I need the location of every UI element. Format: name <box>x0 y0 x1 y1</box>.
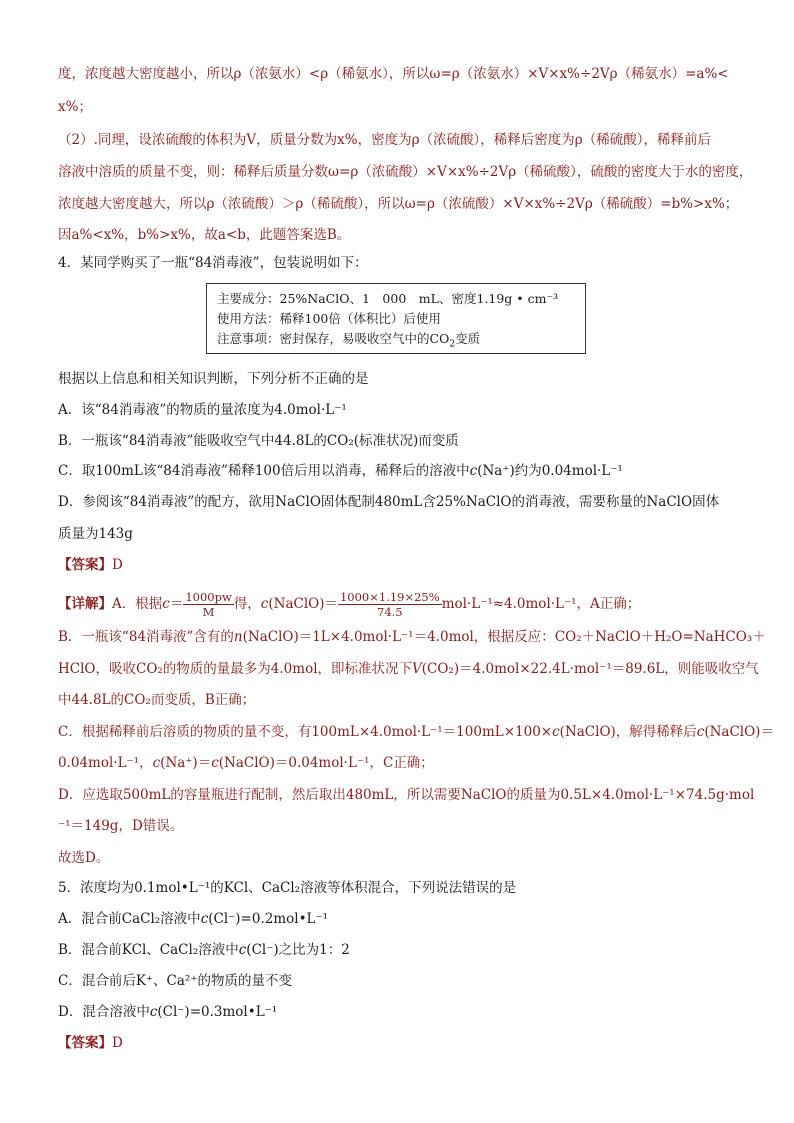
q5-option-b <box>58 940 350 960</box>
q5-option-d-tail: (Cl⁻)=0.3mol•L⁻¹ <box>157 1004 278 1020</box>
box-line-usage: 使用方法：稀释100倍（体积比）后使用 <box>217 311 441 326</box>
q4-option-c <box>58 461 623 481</box>
q4-option-c-text: C．取100mL该“84消毒液”稀释100倍后用以消毒，稀释后的溶液中 <box>58 463 470 479</box>
fraction-denominator: M <box>202 605 215 619</box>
box-line-caution <box>217 329 480 349</box>
fraction-denominator: 74.5 <box>377 605 403 619</box>
q4-detail-d-line-2: ⁻¹＝149g，D错误。 <box>58 818 184 834</box>
q5-answer <box>58 1033 123 1053</box>
prev-explanation-line-4: 溶液中溶质的质量不变，则：稀释后质量分数ω=ρ（浓硫酸）×V×x%÷2Vρ（稀硫酸），硫酸的密度大于水的密度， <box>58 164 753 180</box>
symbol-c: c <box>149 1004 158 1020</box>
answer-value: D <box>112 1035 123 1051</box>
prev-explanation-line-5: 浓度越大密度越大，所以ρ（浓硫酸）＞ρ（稀硫酸），所以ω=ρ（浓硫酸）×V×x%÷2Vρ（稀硫酸）=b%>x%； <box>58 196 739 212</box>
q5-option-c: C．混合前后K⁺、Ca²⁺的物质的量不变 <box>58 973 292 989</box>
q4-detail-b-line-1 <box>58 627 766 647</box>
q4-option-c-tail: (Na⁺)约为0.04mol·L⁻¹ <box>477 463 623 479</box>
q4-option-a: A．该“84消毒液”的物质的量浓度为4.0mol·L⁻¹ <box>58 402 347 418</box>
symbol-c: c <box>200 911 209 927</box>
detail-a-text-2: 得， <box>233 596 261 612</box>
box-caution-text: 注意事项：密封保存，易吸收空气中的CO <box>217 331 450 346</box>
prev-explanation-line-2: x%； <box>58 99 92 115</box>
prev-explanation-line-1: 度，浓度越大密度越小，所以ρ（浓氨水）<ρ（稀氨水），所以ω=ρ（浓氨水）×V×x%÷2Vρ（稀氨水）=a%< <box>58 66 729 82</box>
detail-c-text-4: 0.04mol·L⁻¹， <box>58 755 153 771</box>
symbol-c: c <box>552 724 560 740</box>
detail-a-text: A．根据 <box>112 596 163 612</box>
box-caution-text-end: 变质 <box>455 331 481 346</box>
fraction-numerator: 1000pw <box>185 590 232 604</box>
formula-fraction <box>183 590 233 619</box>
q4-detail-c-line-1 <box>58 722 774 742</box>
detail-c-text-6: (NaClO)＝0.04mol·L⁻¹，C正确； <box>218 755 434 771</box>
symbol-c: c <box>260 596 269 612</box>
detail-c-text: C．根据稀释前后溶质的物质的量不变，有100mL×4.0mol·L⁻¹＝100mL×100× <box>58 724 553 740</box>
q5-option-d <box>58 1002 277 1022</box>
q4-detail-b-line-3: 中44.8L的CO₂而变质，B正确； <box>58 692 256 708</box>
q4-detail-d-line-1: D．应选取500mL的容量瓶进行配制，然后取出480mL，所以需要NaClO的质量为0.5L×4.0mol·L⁻¹×74.5g·mol <box>58 787 755 803</box>
prev-explanation-line-3: （2）.同理，设浓硫酸的体积为V，质量分数为x%，密度为ρ（浓硫酸），稀释后密度为ρ（稀硫酸），稀释前后 <box>58 132 711 148</box>
q4-option-d-line-2: 质量为143g <box>58 526 133 542</box>
prev-explanation-line-6: 因a%<x%，b%>x%，故a<b，此题答案选B。 <box>58 227 351 243</box>
detail-b-text-3: HClO，吸收CO₂的物质的量最多为4.0mol，即标准状况下 <box>58 661 413 677</box>
q5-stem: 5．浓度均为0.1mol•L⁻¹的KCl、CaCl₂溶液等体积混合，下列说法错误的是 <box>58 880 517 896</box>
detail-a-text-4: mol·L⁻¹≈4.0mol·L⁻¹，A正确； <box>441 596 641 612</box>
q4-answer <box>58 555 123 575</box>
symbol-c: c <box>238 942 247 958</box>
detail-a-text-3: (NaClO)＝ <box>268 596 338 612</box>
q4-option-b: B．一瓶该“84消毒液”能吸收空气中44.8L的CO₂(标准状况)而变质 <box>58 433 459 449</box>
q5-option-a-text: A．混合前CaCl₂溶液中 <box>58 911 201 927</box>
detail-c-text-3: (NaClO)＝ <box>704 724 774 740</box>
detail-c-text-2: (NaClO)，解得稀释后 <box>559 724 697 740</box>
symbol-c: c <box>469 463 478 479</box>
symbol-n: n <box>233 629 243 645</box>
answer-tag: 【答案】 <box>58 557 112 573</box>
q5-option-a <box>58 909 328 929</box>
q5-option-d-text: D．混合溶液中 <box>58 1004 150 1020</box>
q4-detail-b-line-2 <box>58 659 759 679</box>
detail-c-text-5: (Na⁺)＝ <box>160 755 212 771</box>
detail-b-text-2: (NaClO)＝1L×4.0mol·L⁻¹＝4.0mol，根据反应：CO₂＋NaClO＋H₂O=NaHCO₃＋ <box>242 629 766 645</box>
calc-fraction <box>338 590 442 619</box>
q4-detail-a: 【详解】A．根据c＝ $\frac{1000pw}{M}$ 得，c(NaClO)＝ $\frac{1000\times 1.19\times 25\%}{74.5}$ mol·L⁻¹≈4.0mol·L⁻¹，A正确； <box>58 590 641 619</box>
q5-option-a-tail: (Cl⁻)=0.2mol•L⁻¹ <box>208 911 329 927</box>
q5-option-b-tail: (Cl⁻)之比为1：2 <box>246 942 350 958</box>
box-subscript-2: 2 <box>449 339 456 350</box>
q4-conclusion: 故选D。 <box>58 850 110 866</box>
answer-tag: 【答案】 <box>58 1035 112 1051</box>
symbol-c: c <box>152 755 161 771</box>
symbol-v: V <box>412 661 422 677</box>
q4-detail-c-line-2 <box>58 753 434 773</box>
detail-b-text-4: (CO₂)＝4.0mol×22.4L·mol⁻¹＝89.6L，则能吸收空气 <box>421 661 759 677</box>
product-label-box <box>206 283 586 354</box>
detail-b-text: B．一瓶该“84消毒液”含有的 <box>58 629 234 645</box>
q4-ask: 根据以上信息和相关知识判断，下列分析不正确的是 <box>58 371 369 387</box>
detail-tag: 【详解】 <box>58 596 112 612</box>
q4-option-d-line-1: D．参阅该“84消毒液”的配方，欲用NaClO固体配制480mL含25%NaClO的消毒液，需要称量的NaClO固体 <box>58 494 720 510</box>
symbol-c: c <box>211 755 219 771</box>
q4-stem: 4．某同学购买了一瓶“84消毒液”，包装说明如下： <box>58 255 368 271</box>
box-line-composition: 主要成分：25%NaClO、1 000 mL、密度1.19g • cm⁻³ <box>217 291 559 306</box>
symbol-c: c <box>696 724 705 740</box>
q5-option-b-text: B．混合前KCl、CaCl₂溶液中 <box>58 942 239 958</box>
symbol-c: c <box>162 596 170 612</box>
answer-value: D <box>112 557 123 573</box>
fraction-numerator: 1000×1.19×25% <box>339 590 440 604</box>
